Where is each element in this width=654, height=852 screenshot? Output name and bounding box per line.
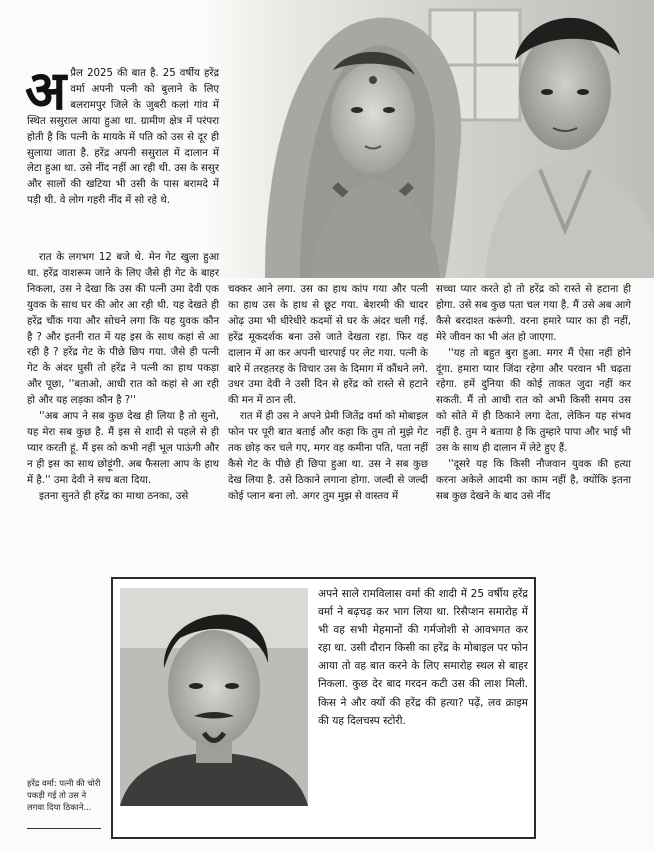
article-paragraph: ''अब आप ने सब कुछ देख ही लिया है तो सुनो, यह मेरा सब कुछ है. मैं इस से शादी से पहले से ही प्यार करती हूं. मैं इस को कभी नहीं भूल पाऊंगी और न ही इस का साथ छोड़ूंगी. अब फैसला आप के हाथ में है.'' उमा देवी ने सच बता दिया. (27, 411, 219, 486)
article-paragraph: प्रैल 2025 की बात है. 25 वर्षीय हरेंद्र वर्मा अपनी पत्नी को बुलाने के लिए बलरामपुर जिले के जुबरी कलां गांव में स्थित ससुराल आया हुआ था. ग्रामीण क्षेत्र में परंपरा होती है कि पत्नी के मायके में पति को उस से दूर ही सुलाया जाता है. हरेंद्र अपनी ससुराल में दालान में लेटा हुआ था. उसे नींद नहीं आ रही थी. उस के ससुर और सालों की खटिया भी उसी के पास बरामदे में पड़ी थी. वे लोग गहरी नींद में सो रहे थे. (27, 68, 219, 207)
article-paragraph: ''दूसरे यह कि किसी नौजवान युवक की हत्या करना अकेले आदमी का काम नहीं है, क्योंकि इतना सब कुछ देखने के बाद उसे नींद (436, 458, 631, 502)
article-paragraph: रात के लगभग 12 बजे थे. मेन गेट खुला हुआ था. हरेंद्र वाशरूम जाने के लिए जैसे ही गेट के बाहर निकला, उस ने देखा कि उस की पत्नी उमा देवी एक युवक के साथ घर की ओर आ रही थी. यह देखते ही हरेंद्र चौंक गया और सोचने लगा कि यह युवक कौन है ? और इतनी रात में यह इस के साथ कहां से आ रही है ? हरेंद्र गेट के पीछे छिप गया. जैसे ही पत्नी गेट के अंदर घुसी तो हरेंद्र ने पत्नी का हाथ पकड़ा और पूछा, ''बताओ, आधी रात को कहां से आ रही हो और यह लड़का कौन है ?'' (27, 252, 219, 407)
article-column-3 (436, 282, 631, 572)
drop-cap-letter: अ (25, 58, 67, 122)
article-paragraph: सच्चा प्यार करते हो तो हरेंद्र को रास्ते से हटाना ही होगा. उसे सब कुछ पता चल गया है. मैं उसे अब आगे कैसे बरदाश्त करूंगी. वरना हमारे प्यार का ही नहीं, मेरे जीवन का भी अंत हो जाएगा. (436, 284, 631, 343)
article-paragraph: रात में ही उस ने अपने प्रेमी जितेंद्र वर्मा को मोबाइल फोन पर पूरी बात बताई और कहा कि तुम तो मुझे गेट तक छोड़ कर चले गए, मगर वह कमीना पति, पता नहीं कैसे गेट के पीछे ही छिपा हुआ था. उस ने सब कुछ देख लिया है. उसे ठिकाने लगाना होगा. जल्दी से जल्दी कोई प्लान बना लो. अगर तुम मुझ से वास्तव में (228, 411, 428, 502)
hero-photo-couple (205, 0, 654, 278)
caption-underline (27, 828, 101, 829)
article-paragraph: ''यह तो बहुत बुरा हुआ. मगर मैं ऐसा नहीं होने दूंगा. हमारा प्यार जिंदा रहेगा और परवान भी चढ़ता रहेगा. हमें दुनिया की कोई ताकत जुदा नहीं कर सकती. मैं तो आधी रात को अभी किसी समय उस को सोते में ही ठिकाने लगा देता, लेकिन यह संभव नहीं है. तुम ने बताया है कि तुम्हारे पापा और भाई भी उस के साथ ही दालान में लेटे हुए हैं. (436, 347, 631, 455)
article-paragraph: चक्कर आने लगा. उस का हाथ कांप गया और पत्नी का हाथ उस के हाथ से छूट गया. बेशरमी की चादर ओढ़ उमा भी धीरेधीरे कदमों से घर के अंदर चली गई. हरेंद्र मूकदर्शक बना उसे जाते देखता रहा. फिर वह दालान में आ कर अपनी चारपाई पर लेट गया. पत्नी के बारे में तरहतरह के विचार उस के दिमाग में कौंधने लगे. उधर उमा देवी ने उसी दिन से हरेंद्र को रास्ते से हटाने की मन में ठान ली. (228, 284, 428, 407)
article-column-2 (228, 282, 428, 572)
photo-caption: हरेंद्र वर्मा: पत्नी की चोरी पकड़ी गई तो उस ने लगवा दिया ठिकाने... (27, 778, 101, 813)
victim-portrait-photo (120, 588, 308, 806)
article-paragraph: इतना सुनते ही हरेंद्र का माथा ठनका, उसे (39, 490, 189, 502)
summary-text: अपने साले रामविलास वर्मा की शादी में 25 वर्षीय हरेंद्र वर्मा ने बढ़चढ़ कर भाग लिया था. रिसैप्शन समारोह में भी वह सभी मेहमानों की गर्मजोशी से आवभगत कर रहा था. उसी दौरान किसी का हरेंद्र के मोबाइल पर फोन आया तो वह बात करने के लिए समारोह स्थल से बाहर निकला. कुछ देर बाद गरदन कटी उस की लाश मिली. किस ने और क्यों की हरेंद्र की हत्या? पढ़ें, लव क्राइम की यह दिलचस्प स्टोरी. (318, 588, 528, 727)
article-column-1 (25, 58, 219, 586)
